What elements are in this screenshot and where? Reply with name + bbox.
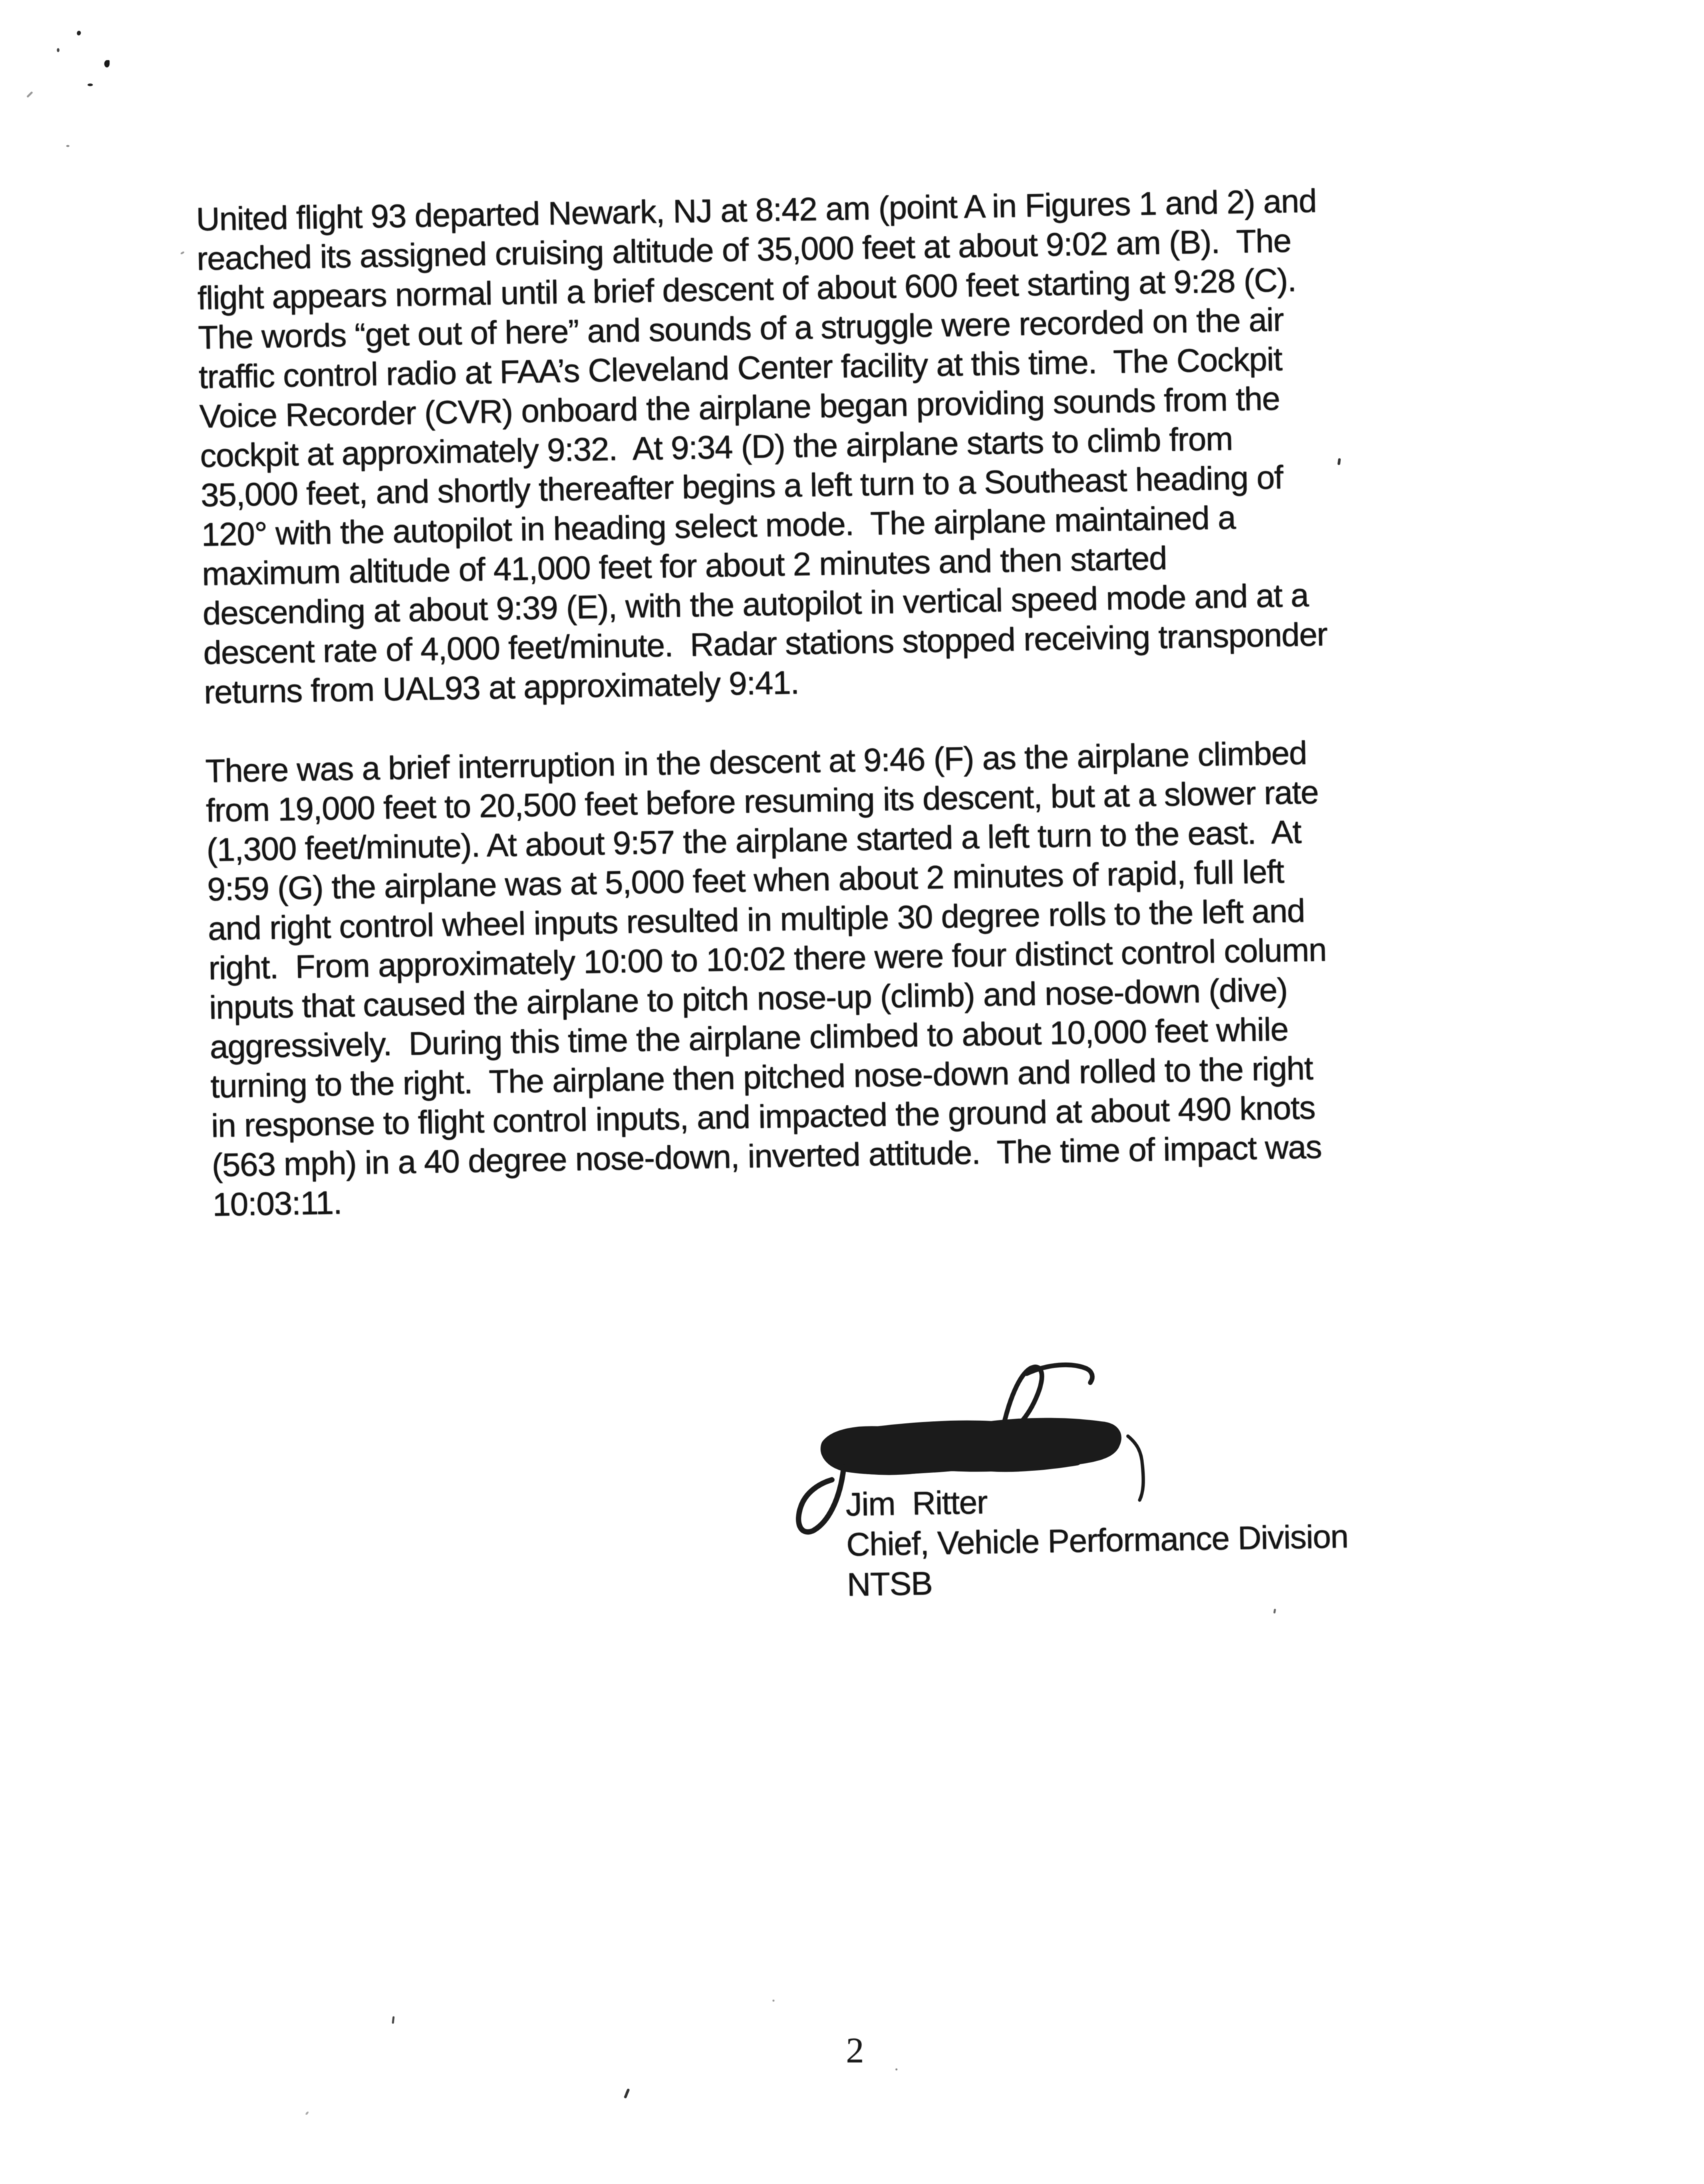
scan-speck: [180, 251, 185, 255]
text-line: and right control wheel inputs resulted in multiple 30 degree rolls to the left and: [207, 893, 1305, 947]
text-line: 9:59 (G) the airplane was at 5,000 feet when about 2 minutes of rapid, full left: [206, 854, 1284, 908]
scan-speck: [66, 145, 69, 147]
text-line: returns from UAL93 at approximately 9:41.: [203, 665, 800, 711]
text-line: reached its assigned cruising altitude of 35,000 feet at about 9:02 am (B). The: [196, 222, 1292, 277]
text-line: 35,000 feet, and shortly thereafter begins a left turn to a Southeast heading of: [200, 460, 1284, 514]
text-line: (563 mph) in a 40 degree nose-down, inverted attitude. The time of impact was: [211, 1129, 1322, 1184]
scan-speck: [305, 2111, 309, 2116]
text-line: The words “get out of here” and sounds of a struggle were recorded on the air: [197, 302, 1284, 356]
body-text: [196, 180, 1469, 1225]
text-line: descending at about 9:39 (E), with the autopilot in vertical speed mode and at a: [202, 577, 1309, 632]
page-number: 2: [846, 2030, 864, 2070]
text-line: Voice Recorder (CVR) onboard the airplane began providing sounds from the: [198, 381, 1280, 435]
text-line: inputs that caused the airplane to pitch nose-up (climb) and nose-down (dive): [208, 972, 1288, 1026]
scan-speck: [57, 48, 59, 52]
text-line: 120° with the autopilot in heading select mode. The airplane maintained a: [200, 500, 1236, 553]
text-line: 10:03:11.: [212, 1185, 342, 1223]
paragraph-1: [196, 180, 1460, 713]
text-line: traffic control radio at FAA’s Cleveland Center facility at this time. The Cockpit: [198, 341, 1282, 396]
text-line: in response to flight control inputs, and impacted the ground at about 490 knots: [210, 1090, 1316, 1144]
text-line: (1,300 feet/minute). At about 9:57 the airplane started a left turn to the east. At: [206, 814, 1302, 869]
scan-speck: [392, 2016, 394, 2024]
scan-speck: [772, 2000, 774, 2002]
signature-block: [789, 1352, 1461, 1644]
text-line: flight appears normal until a brief descent of about 600 feet starting at 9:28 (C).: [196, 262, 1296, 317]
text-line: turning to the right. The airplane then pitched nose-down and rolled to the right: [210, 1050, 1313, 1105]
paragraph-2: [205, 732, 1469, 1225]
text-line: right. From approximately 10:00 to 10:02 there were four distinct control column: [208, 932, 1327, 987]
signature-redaction-bar: [821, 1418, 1121, 1474]
signatory-text: [845, 1476, 1349, 1605]
scan-speck: [88, 84, 93, 86]
text-line: maximum altitude of 41,000 feet for about 2 minutes and then started: [201, 540, 1167, 593]
signatory-name: Jim Ritter: [845, 1485, 988, 1523]
text-line: descent rate of 4,000 feet/minute. Radar stations stopped receiving transponder: [202, 617, 1328, 671]
signatory-title: Chief, Vehicle Performance Division: [846, 1519, 1348, 1563]
signatory-org: NTSB: [847, 1565, 933, 1603]
signature-stroke-j-tail: [798, 1468, 845, 1533]
scan-speck: [895, 2068, 897, 2070]
text-line: There was a brief interruption in the descent at 9:46 (F) as the airplane climbed: [204, 735, 1307, 790]
text-line: cockpit at approximately 9:32. At 9:34 (D) the airplane starts to climb from: [199, 421, 1233, 474]
scan-speck: [104, 60, 110, 67]
scan-speck: [623, 2088, 629, 2098]
text-line: from 19,000 feet to 20,500 feet before resuming its descent, but at a slower rate: [205, 774, 1319, 829]
scan-speck: [76, 30, 82, 35]
scan-speck: [27, 92, 33, 98]
text-line: United flight 93 departed Newark, NJ at 8:42 am (point A in Figures 1 and 2) and: [196, 183, 1317, 238]
text-line: aggressively. During this time the airplane climbed to about 10,000 feet while: [209, 1011, 1288, 1066]
